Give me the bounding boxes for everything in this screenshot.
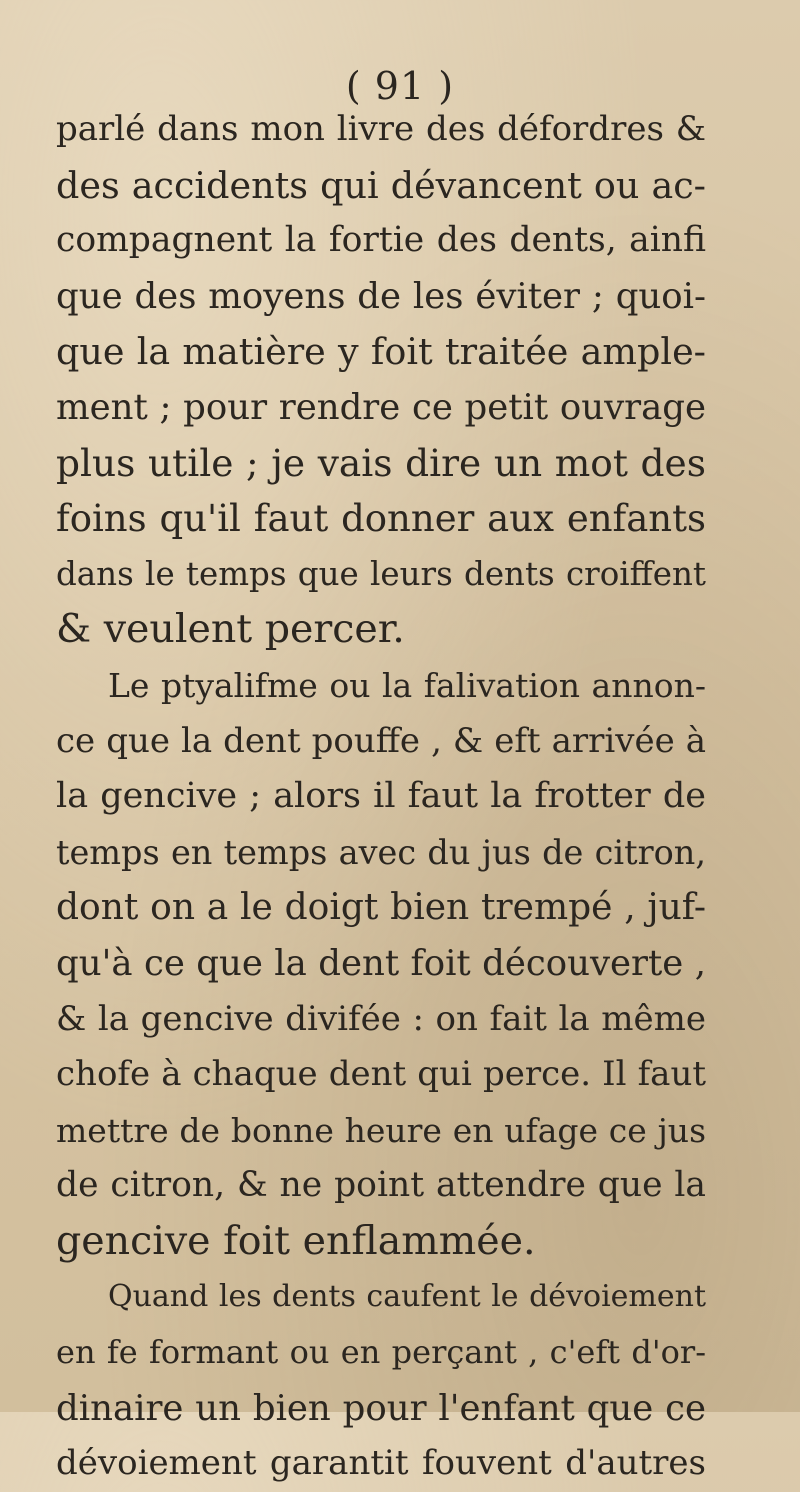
text-line: que des moyens de les éviter ; quoi- bbox=[56, 275, 706, 317]
text-line: qu'à ce que la dent foit découverte , bbox=[56, 942, 706, 984]
text-line: chofe à chaque dent qui perce. Il faut bbox=[56, 1054, 706, 1095]
text-line: la gencive ; alors il faut la frotter de bbox=[56, 776, 706, 817]
text-line: dévoiement garantit fouvent d'autres bbox=[56, 1443, 706, 1484]
text-line: dans le temps que leurs dents croiffent bbox=[56, 554, 706, 593]
text-line: gencive foit enflammée. bbox=[56, 1217, 536, 1264]
text-line: foins qu'il faut donner aux enfants bbox=[56, 497, 706, 541]
text-line: plus utile ; je vais dire un mot des bbox=[56, 440, 706, 485]
text-line: que la matière y foit traitée ample- bbox=[56, 330, 706, 374]
paragraph-start-line: Le ptyalifme ou la falivation annon- bbox=[108, 665, 706, 705]
page-number: ( 91 ) bbox=[345, 64, 455, 108]
body-text bbox=[56, 102, 706, 1492]
text-line: dont on a le doigt bien trempé , juf- bbox=[56, 887, 706, 929]
text-line: mettre de bonne heure en ufage ce jus bbox=[56, 1110, 706, 1150]
paragraph-start-line: Quand les dents caufent le dévoiement bbox=[108, 1279, 706, 1315]
text-line: en fe formant ou en perçant , c'eft d'or- bbox=[56, 1333, 706, 1372]
text-line: dinaire un bien pour l'enfant que ce bbox=[56, 1387, 706, 1429]
text-line: ce que la dent pouffe , & eft arrivée à bbox=[56, 720, 706, 761]
text-line: ment ; pour rendre ce petit ouvrage bbox=[56, 386, 706, 428]
text-line: de citron, & ne point attendre que la bbox=[56, 1165, 706, 1206]
text-line: & la gencive divifée : on fait la même bbox=[56, 998, 706, 1039]
text-line: temps en temps avec du jus de citron, bbox=[56, 832, 706, 872]
text-line: parlé dans mon livre des défordres & bbox=[56, 109, 706, 149]
text-line: des accidents qui dévancent ou ac- bbox=[56, 163, 706, 207]
text-line: compagnent la fortie des dents, ainfi bbox=[56, 220, 706, 261]
text-line: & veulent percer. bbox=[56, 606, 405, 653]
